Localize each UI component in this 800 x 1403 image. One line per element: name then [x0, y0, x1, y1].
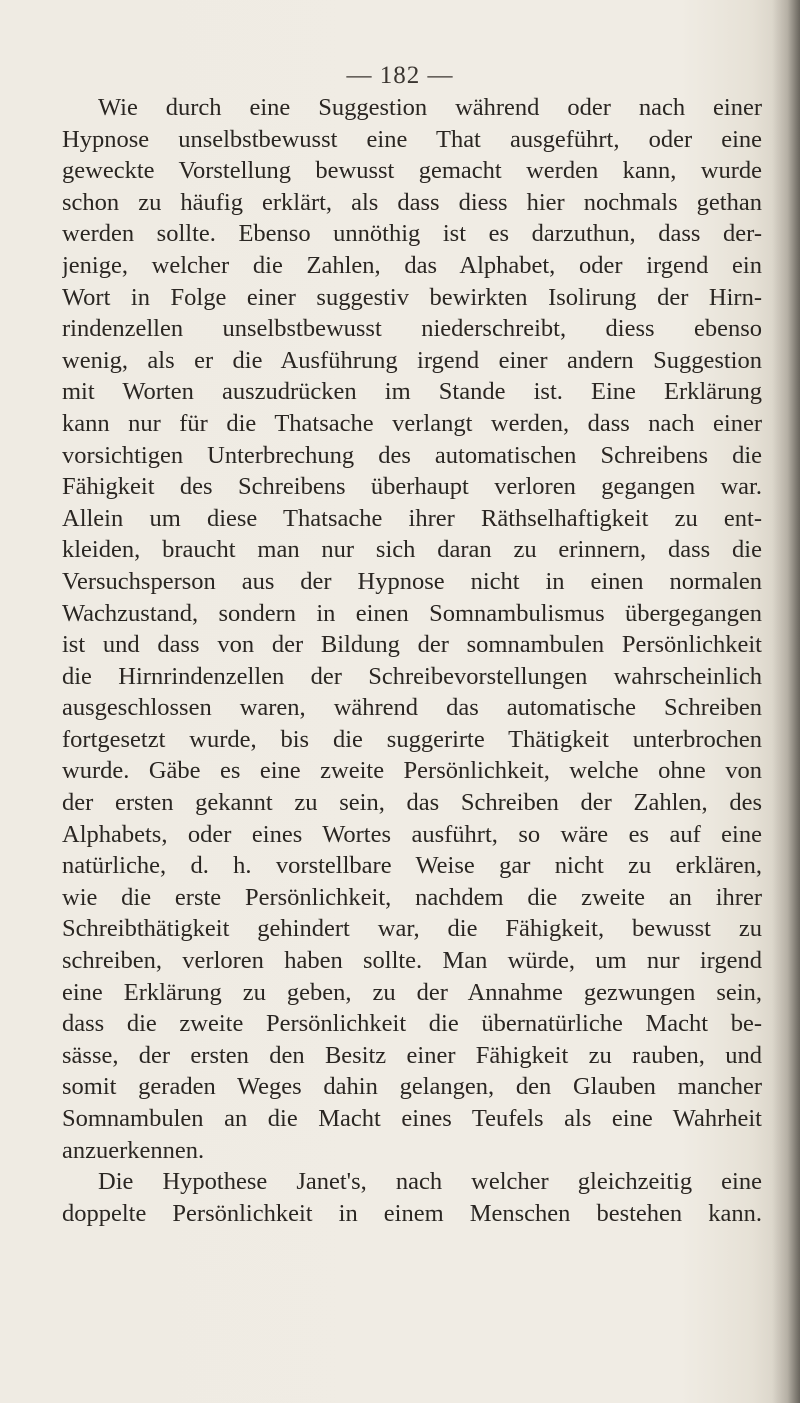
text-line: geweckte Vorstellung bewusst gemacht werden kann, wurde — [62, 157, 762, 185]
text-line: eine Erklärung zu geben, zu der Annahme gezwungen sein, — [62, 978, 762, 1006]
text-line: wie die erste Persönlichkeit, nachdem die zweite an ihrer — [62, 883, 762, 911]
text-line: Versuchsperson aus der Hypnose nicht in einen normalen — [62, 567, 762, 595]
text-line: kleiden, braucht man nur sich daran zu erinnern, dass die — [62, 536, 762, 564]
text-line: kann nur für die Thatsache verlangt werden, dass nach einer — [62, 409, 762, 437]
text-line: Hypnose unselbstbewusst eine That ausgeführt, oder eine — [62, 125, 762, 153]
text-line: die Hirnrindenzellen der Schreibevorstellungen wahrscheinlich — [62, 662, 762, 690]
text-line: Die Hypothese Janet's, nach welcher gleichzeitig eine — [98, 1168, 762, 1196]
text-line: ist und dass von der Bildung der somnambulen Persönlichkeit — [62, 631, 762, 659]
text-line: doppelte Persönlichkeit in einem Menschen bestehen kann. — [62, 1199, 762, 1227]
text-line: Wie durch eine Suggestion während oder nach einer — [98, 94, 762, 121]
text-line: ausgeschlossen waren, während das automatische Schreiben — [62, 694, 762, 722]
text-line: wurde. Gäbe es eine zweite Persönlichkeit, welche ohne von — [62, 757, 762, 785]
text-line: somit geraden Weges dahin gelangen, den Glauben mancher — [62, 1073, 762, 1101]
text-line: werden sollte. Ebenso unnöthig ist es darzuthun, dass der- — [62, 220, 762, 248]
text-line: Schreibthätigkeit gehindert war, die Fähigkeit, bewusst zu — [62, 915, 762, 943]
page-edge-shadow — [772, 0, 800, 1403]
text-line: jenige, welcher die Zahlen, das Alphabet, oder irgend ein — [62, 251, 762, 279]
text-line: Somnambulen an die Macht eines Teufels als eine Wahrheit — [62, 1105, 762, 1132]
text-line: rindenzellen unselbstbewusst niederschreibt, diess ebenso — [62, 315, 762, 343]
text-line: Alphabets, oder eines Wortes ausführt, so wäre es auf eine — [62, 820, 762, 848]
body-text — [62, 92, 762, 1229]
text-line: wenig, als er die Ausführung irgend einer andern Suggestion — [62, 346, 762, 374]
text-line: Wachzustand, sondern in einen Somnambulismus übergegangen — [62, 599, 762, 627]
text-line: schreiben, verloren haben sollte. Man würde, um nur irgend — [62, 947, 762, 975]
text-line: dass die zweite Persönlichkeit die übernatürliche Macht be- — [62, 1010, 762, 1038]
text-line: natürliche, d. h. vorstellbare Weise gar nicht zu erklären, — [62, 852, 762, 880]
text-line: sässe, der ersten den Besitz einer Fähigkeit zu rauben, und — [62, 1041, 762, 1069]
text-line: anzuerkennen. — [62, 1136, 205, 1164]
text-line: Fähigkeit des Schreibens überhaupt verloren gegangen war. — [62, 473, 762, 501]
text-line: Allein um diese Thatsache ihrer Räthselhaftigkeit zu ent- — [62, 504, 762, 532]
text-line: Wort in Folge einer suggestiv bewirkten Isolirung der Hirn- — [62, 283, 762, 311]
text-line: fortgesetzt wurde, bis die suggerirte Thätigkeit unterbrochen — [62, 725, 762, 753]
page-number: — 182 — — [346, 62, 454, 89]
text-line: schon zu häufig erklärt, als dass diess hier nochmals gethan — [62, 188, 762, 216]
text-line: vorsichtigen Unterbrechung des automatischen Schreibens die — [62, 441, 762, 469]
text-line: mit Worten auszudrücken im Stande ist. Eine Erklärung — [62, 378, 762, 406]
text-line: der ersten gekannt zu sein, das Schreiben der Zahlen, des — [62, 789, 762, 817]
